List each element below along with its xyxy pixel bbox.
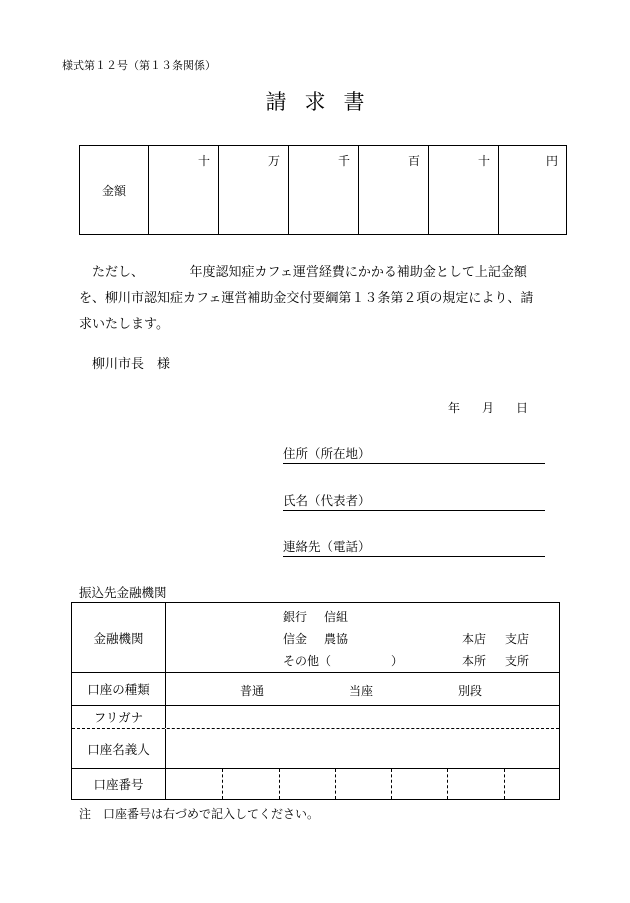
institution-label: 金融機関 [72, 603, 166, 672]
amount-cell-hundred-thousand[interactable]: 十 [149, 146, 219, 234]
contact-field[interactable]: 連絡先（電話） [283, 537, 545, 557]
footnote: 注 口座番号は右づめで記入してください。 [79, 807, 320, 821]
request-line-1: ただし、 年度認知症カフェ運営経費にかかる補助金として上記金額 [92, 265, 527, 280]
account-number-label: 口座番号 [72, 769, 166, 799]
date-year: 年 [448, 401, 461, 415]
bank-section-title: 振込先金融機関 [79, 585, 167, 600]
request-line-3: 求いたします。 [79, 317, 169, 332]
digit-divider [504, 769, 505, 799]
holder-row[interactable] [72, 729, 559, 769]
amount-table [79, 145, 567, 235]
furigana-row[interactable] [72, 706, 559, 729]
branch-office-option[interactable]: 支所 [505, 654, 530, 668]
account-type-checking[interactable]: 当座 [349, 684, 374, 698]
date-month: 月 [482, 401, 495, 415]
amount-cell-yen[interactable]: 円 [545, 154, 558, 168]
institution-row[interactable] [72, 603, 559, 673]
page-title [0, 86, 630, 116]
amount-cell-thousand[interactable]: 千 [289, 146, 359, 234]
date-day: 日 [516, 401, 529, 415]
amount-cell-hundred[interactable]: 百 [359, 146, 429, 234]
digit-divider [335, 769, 336, 799]
credit-union-option[interactable]: 信組 [324, 610, 349, 624]
address-field[interactable]: 住所（所在地） [283, 444, 545, 464]
head-office-option[interactable]: 本店 [462, 632, 487, 646]
account-type-label: 口座の種類 [72, 673, 166, 705]
form-number: 様式第１２号（第１３条関係） [62, 59, 216, 72]
account-type-ordinary[interactable]: 普通 [240, 684, 265, 698]
date-line[interactable] [448, 399, 528, 416]
digit-divider [447, 769, 448, 799]
request-text [79, 260, 569, 338]
other-option[interactable]: その他（ ） [283, 654, 404, 668]
amount-cell-ten[interactable]: 十 [429, 146, 499, 234]
bank-option[interactable]: 銀行 [283, 610, 308, 624]
bank-table [71, 602, 560, 800]
account-number-row[interactable] [72, 769, 559, 799]
main-office-option[interactable]: 本所 [462, 654, 487, 668]
account-type-special[interactable]: 別段 [458, 684, 483, 698]
name-field[interactable]: 氏名（代表者） [283, 491, 545, 511]
addressee: 柳川市長 様 [92, 357, 171, 372]
branch-option[interactable]: 支店 [505, 632, 530, 646]
shinkin-option[interactable]: 信金 [283, 632, 308, 646]
amount-cell-ten-thousand[interactable]: 万 [219, 146, 289, 234]
digit-divider [222, 769, 223, 799]
digit-divider [391, 769, 392, 799]
digit-divider [279, 769, 280, 799]
request-line-2: を、柳川市認知症カフェ運営補助金交付要綱第１３条第２項の規定により、請 [79, 291, 534, 306]
holder-label: 口座名義人 [72, 729, 166, 768]
agri-option[interactable]: 農協 [324, 632, 349, 646]
furigana-label: フリガナ [72, 706, 166, 728]
title-text: 請求書 [265, 90, 383, 114]
amount-label: 金額 [80, 146, 149, 234]
account-type-row[interactable] [72, 673, 559, 706]
